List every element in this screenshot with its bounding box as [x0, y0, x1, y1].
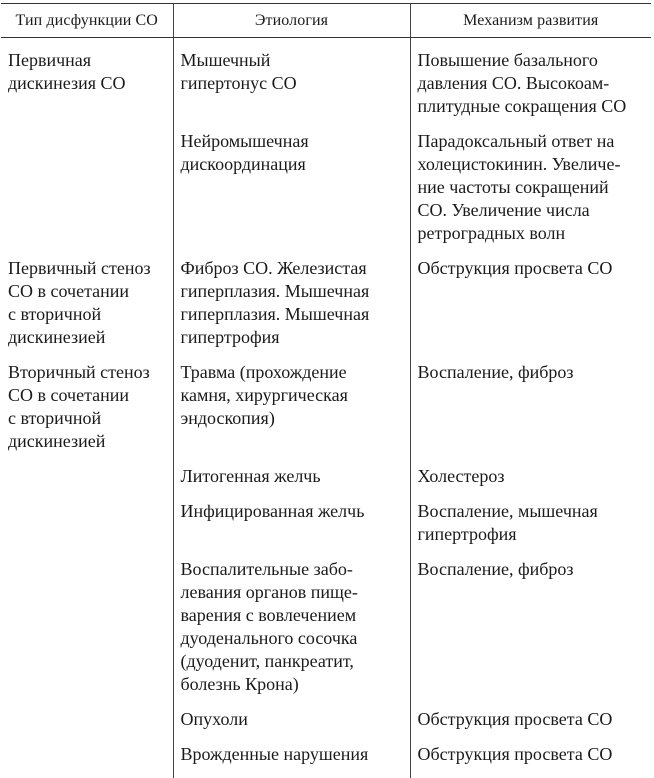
table-row	[1, 465, 651, 500]
cell-mechanism	[410, 465, 651, 500]
cell-etiology	[173, 500, 410, 558]
table-row	[1, 361, 651, 465]
cell-mechanism	[410, 38, 651, 131]
cell-dysfunction-type	[1, 130, 173, 257]
cell-etiology	[173, 743, 410, 778]
cell-dysfunction-type	[1, 708, 173, 743]
cell-text-line: дуоденального сосочка	[181, 627, 406, 650]
table-row	[1, 500, 651, 558]
cell-text-line: СО в сочетании	[8, 280, 169, 303]
cell-mechanism	[410, 361, 651, 465]
cell-dysfunction-type	[1, 361, 173, 465]
cell-mechanism	[410, 500, 651, 558]
cell-text-line: холецистокинин. Увеличе-	[418, 153, 648, 176]
cell-text-line: эндоскопия)	[181, 407, 406, 430]
cell-text-line: ние частоты сокращений	[418, 176, 648, 199]
cell-text-line: Фиброз СО. Железистая	[181, 257, 406, 280]
cell-text-line: СО. Увеличение числа	[418, 199, 648, 222]
cell-text-line: Первичная	[8, 49, 169, 72]
cell-text-line: Нейромышечная	[181, 130, 406, 153]
cell-text-line: левания органов пище-	[181, 581, 406, 604]
cell-dysfunction-type	[1, 558, 173, 708]
cell-mechanism	[410, 558, 651, 708]
table-row	[1, 743, 651, 778]
cell-text-line: Холестероз	[418, 465, 648, 488]
cell-mechanism	[410, 743, 651, 778]
cell-text-line: Воспаление, мышечная	[418, 500, 648, 523]
table-body	[1, 38, 651, 778]
header-type: Тип дисфункции СО	[1, 4, 173, 38]
table-row	[1, 130, 651, 257]
cell-text-line: Парадоксальный ответ на	[418, 130, 648, 153]
table-row	[1, 558, 651, 708]
cell-dysfunction-type	[1, 38, 173, 131]
cell-text-line: дискинезией	[8, 430, 169, 453]
dysfunction-table	[1, 3, 651, 778]
cell-etiology	[173, 708, 410, 743]
cell-text-line: Литогенная желчь	[181, 465, 406, 488]
cell-text-line: Врожденные нарушения	[181, 743, 406, 766]
cell-dysfunction-type	[1, 465, 173, 500]
header-mechanism: Механизм развития	[410, 4, 651, 38]
cell-text-line: гипертонус СО	[181, 72, 406, 95]
cell-text-line: варения с вовлечением	[181, 604, 406, 627]
table-row	[1, 257, 651, 361]
cell-dysfunction-type	[1, 743, 173, 778]
table-row	[1, 708, 651, 743]
cell-text-line: Инфицированная желчь	[181, 500, 406, 523]
cell-text-line: дискинезия СО	[8, 72, 169, 95]
cell-text-line: гипертрофия	[418, 523, 648, 546]
cell-text-line: Повышение базального	[418, 49, 648, 72]
cell-text-line: Обструкция просвета СО	[418, 708, 648, 731]
table-row	[1, 38, 651, 131]
cell-etiology	[173, 38, 410, 131]
cell-text-line: Воспалительные забо-	[181, 558, 406, 581]
cell-text-line: с вторичной	[8, 303, 169, 326]
cell-text-line: Воспаление, фиброз	[418, 361, 648, 384]
cell-text-line: Воспаление, фиброз	[418, 558, 648, 581]
cell-text-line: Опухоли	[181, 708, 406, 731]
cell-etiology	[173, 558, 410, 708]
cell-text-line: дискинезией	[8, 326, 169, 349]
cell-text-line: гиперплазия. Мышечная	[181, 303, 406, 326]
cell-mechanism	[410, 708, 651, 743]
cell-text-line: СО в сочетании	[8, 384, 169, 407]
cell-text-line: давления СО. Высокоам-	[418, 72, 648, 95]
cell-etiology	[173, 361, 410, 465]
header-etiology: Этиология	[173, 4, 410, 38]
cell-text-line: с вторичной	[8, 407, 169, 430]
cell-etiology	[173, 465, 410, 500]
cell-text-line: Мышечный	[181, 49, 406, 72]
cell-text-line: гиперплазия. Мышечная	[181, 280, 406, 303]
cell-text-line: болезнь Крона)	[181, 673, 406, 696]
cell-text-line: Травма (прохождение	[181, 361, 406, 384]
cell-text-line: Обструкция просвета СО	[418, 743, 648, 766]
cell-mechanism	[410, 257, 651, 361]
cell-text-line: гипертрофия	[181, 326, 406, 349]
table-header	[1, 4, 651, 38]
cell-text-line: Первичный стеноз	[8, 257, 169, 280]
cell-dysfunction-type	[1, 257, 173, 361]
cell-text-line: плитудные сокращения СО	[418, 95, 648, 118]
cell-text-line: камня, хирургическая	[181, 384, 406, 407]
header-row	[1, 4, 651, 38]
cell-dysfunction-type	[1, 500, 173, 558]
cell-etiology	[173, 257, 410, 361]
cell-mechanism	[410, 130, 651, 257]
cell-text-line: Обструкция просвета СО	[418, 257, 648, 280]
cell-text-line: дискоординация	[181, 153, 406, 176]
cell-text-line: Вторичный стеноз	[8, 361, 169, 384]
cell-text-line: (дуоденит, панкреатит,	[181, 650, 406, 673]
cell-etiology	[173, 130, 410, 257]
cell-text-line: ретроградных волн	[418, 222, 648, 245]
